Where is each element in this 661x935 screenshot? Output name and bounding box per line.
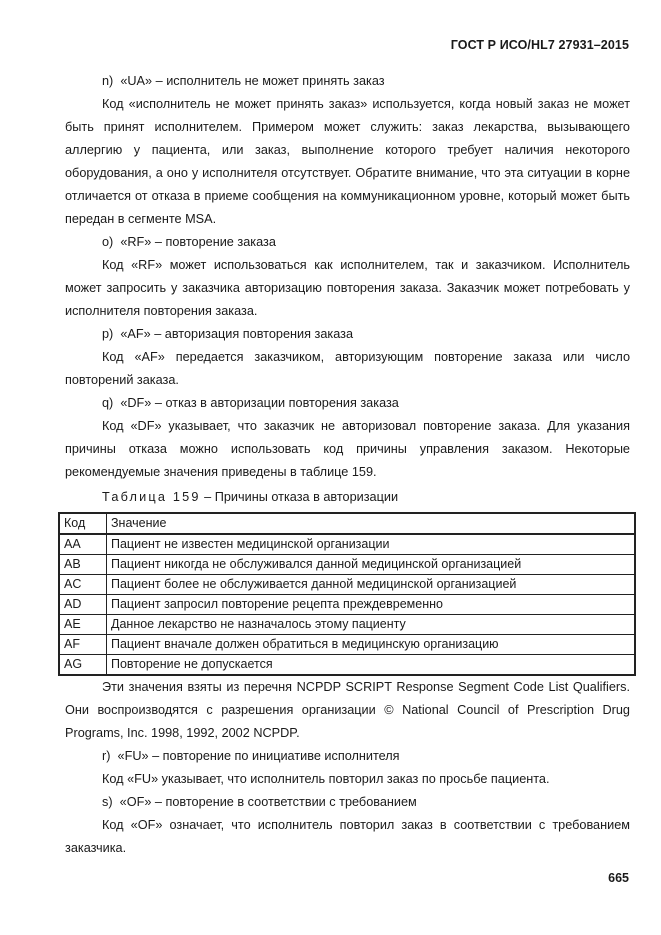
table-cell-value: Пациент вначале должен обратиться в медицинскую организацию bbox=[107, 635, 636, 655]
paragraph-r: Код «FU» указывает, что исполнитель повторил заказ по просьбе пациента. bbox=[102, 772, 550, 786]
item-label: q) bbox=[102, 396, 114, 410]
table-cell-code: AD bbox=[59, 595, 107, 615]
item-label: s) bbox=[102, 795, 113, 809]
document-header: ГОСТ Р ИСО/HL7 27931–2015 bbox=[450, 38, 629, 52]
table-cell-value: Пациент никогда не обслуживался данной медицинской организацией bbox=[107, 555, 636, 575]
list-item-r bbox=[65, 745, 630, 768]
table-caption bbox=[102, 486, 630, 509]
table-row bbox=[59, 635, 635, 655]
list-item-n bbox=[65, 70, 630, 93]
column-header-value: Значение bbox=[107, 513, 636, 534]
table-row bbox=[59, 615, 635, 635]
table-cell-code: AB bbox=[59, 555, 107, 575]
item-title: – отказ в авторизации повторения заказа bbox=[154, 396, 399, 410]
paragraph-p: Код «AF» передается заказчиком, авторизующим повторение заказа или число повторений заказа. bbox=[65, 350, 630, 387]
item-label: p) bbox=[102, 327, 114, 341]
item-code: «UA» bbox=[120, 74, 153, 88]
table-cell-code: AF bbox=[59, 635, 107, 655]
item-title: – повторение заказа bbox=[154, 235, 276, 249]
table-header-row bbox=[59, 513, 635, 534]
document-body bbox=[65, 70, 630, 860]
table-row bbox=[59, 555, 635, 575]
table-row bbox=[59, 575, 635, 595]
item-code: «AF» bbox=[120, 327, 151, 341]
item-label: o) bbox=[102, 235, 114, 249]
item-code: «DF» bbox=[120, 396, 152, 410]
list-item-o bbox=[65, 231, 630, 254]
list-item-q bbox=[65, 392, 630, 415]
item-label: r) bbox=[102, 749, 111, 763]
table-cell-code: AA bbox=[59, 534, 107, 555]
table-row bbox=[59, 595, 635, 615]
table-cell-value: Пациент запросил повторение рецепта преждевременно bbox=[107, 595, 636, 615]
table-cell-code: AG bbox=[59, 655, 107, 676]
item-code: «FU» bbox=[117, 749, 149, 763]
table-cell-value: Повторение не допускается bbox=[107, 655, 636, 676]
table-row bbox=[59, 534, 635, 555]
paragraph-n: Код «исполнитель не может принять заказ» используется, когда новый заказ не может быть принят исполнителем. Примером может служить: заказ лекарства, вызывающего аллергию у пациента, или заказ, выполнение которого требует наличия некоторого оборудования, а оно у исполнителя отсутствует. Обратите внимание, что эта ситуации в корне отличается от отказа в приеме сообщения на коммуникационном уровне, который может быть передан в сегменте MSA. bbox=[65, 97, 630, 226]
table-cell-code: AE bbox=[59, 615, 107, 635]
column-header-code: Код bbox=[59, 513, 107, 534]
item-code: «OF» bbox=[119, 795, 152, 809]
table-cell-value: Пациент не известен медицинской организации bbox=[107, 534, 636, 555]
paragraph-q: Код «DF» указывает, что заказчик не авторизовал повторение заказа. Для указания причины отказа можно использовать код причины управления заказом. Некоторые рекомендуемые значения приведены в таблице 159. bbox=[65, 419, 630, 479]
table-cell-value: Пациент более не обслуживается данной медицинской организацией bbox=[107, 575, 636, 595]
item-label: n) bbox=[102, 74, 114, 88]
paragraph-o: Код «RF» может использоваться как исполнителем, так и заказчиком. Исполнитель может запросить у заказчика авторизацию повторения заказа. Заказчик может потребовать у исполнителя повторения заказа. bbox=[65, 258, 630, 318]
page-number: 665 bbox=[608, 871, 629, 885]
table-caption-label: Таблица 159 bbox=[102, 490, 201, 504]
item-title: – повторение в соответствии с требованием bbox=[154, 795, 417, 809]
table-cell-value: Данное лекарство не назначалось этому пациенту bbox=[107, 615, 636, 635]
item-code: «RF» bbox=[120, 235, 152, 249]
reasons-table bbox=[58, 512, 636, 676]
table-row bbox=[59, 655, 635, 676]
item-title: – повторение по инициативе исполнителя bbox=[152, 749, 400, 763]
item-title: – исполнитель не может принять заказ bbox=[155, 74, 385, 88]
table-cell-code: AC bbox=[59, 575, 107, 595]
item-title: – авторизация повторения заказа bbox=[154, 327, 353, 341]
list-item-s bbox=[65, 791, 630, 814]
list-item-p bbox=[65, 323, 630, 346]
table-caption-text: – Причины отказа в авторизации bbox=[204, 490, 399, 504]
paragraph-source: Эти значения взяты из перечня NCPDP SCRIPT Response Segment Code List Qualifiers. Они воспроизводятся с разрешения организации © National Council of Prescription Drug Programs, Inc. 1998, 1992, 2002 NCPDP. bbox=[65, 680, 630, 740]
paragraph-s: Код «OF» означает, что исполнитель повторил заказ в соответствии с требованием заказчика. bbox=[65, 818, 630, 855]
